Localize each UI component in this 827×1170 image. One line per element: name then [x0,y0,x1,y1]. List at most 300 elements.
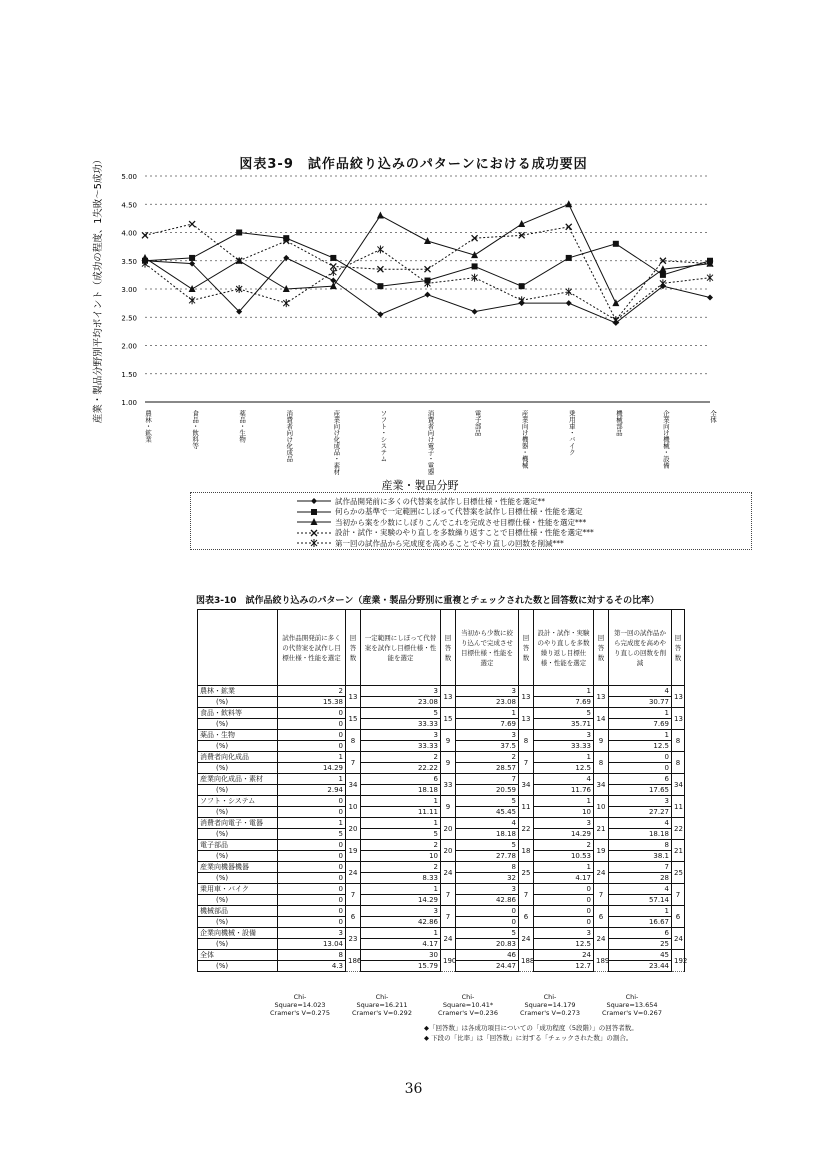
percent-cell: 35.71 [534,719,594,730]
data-point [424,237,431,244]
percent-cell: 4.17 [534,873,594,884]
count-cell: 5 [456,840,519,851]
percent-cell: 25 [609,939,672,950]
respondents-cell: 18 [519,840,534,862]
count-cell: 1 [456,708,519,719]
count-cell: 1 [361,818,441,829]
data-point [236,230,242,236]
legend-swatch [297,497,331,505]
row-label: (%) [198,873,278,884]
respondents-cell: 190 [441,950,456,972]
row-label: (%) [198,917,278,928]
count-cell: 1 [534,796,594,807]
x-tick-label: 企業向け機械・設備 [661,410,670,469]
respondents-cell: 8 [672,730,685,752]
respondents-cell: 8 [594,752,609,774]
count-cell: 3 [534,730,594,741]
row-label: (%) [198,719,278,730]
percent-cell: 12.7 [534,961,594,972]
table-row [198,840,685,851]
y-tick-label: 1.50 [121,370,137,379]
legend-label: 設計・試作・実験のやり直しを多数繰り返すことで目標仕様・性能を選定*** [335,528,594,537]
respondents-cell: 6 [346,906,361,928]
percent-cell: 11.76 [534,785,594,796]
row-label: (%) [198,785,278,796]
y-tick-label: 1.00 [121,399,137,407]
legend-swatch [297,529,331,537]
count-cell: 1 [361,796,441,807]
row-label: (%) [198,829,278,840]
data-point [189,255,195,261]
respondents-cell: 25 [519,862,534,884]
row-label: 産業向機器機器 [198,862,278,873]
respondents-cell: 22 [672,818,685,840]
x-tick-label: 電子部品 [473,410,482,436]
x-tick-label: 農林・鉱業 [144,410,152,443]
respondents-cell: 6 [519,906,534,928]
row-label: (%) [198,851,278,862]
y-tick-label: 3.00 [121,286,137,294]
stat-block: Chi-Square=14.023 Cramer's V=0.275 [270,993,330,1017]
data-point [707,294,713,300]
count-cell: 0 [278,730,346,741]
x-tick-label: 薬品・生物 [238,410,247,443]
count-cell: 1 [534,686,594,697]
percent-cell: 23.08 [456,697,519,708]
column-header: 回答数 [519,610,534,686]
respondents-cell: 13 [594,686,609,708]
count-cell: 3 [534,928,594,939]
respondents-cell: 7 [519,884,534,906]
count-cell: 2 [361,862,441,873]
percent-cell: 11.11 [361,807,441,818]
legend-marker [311,509,317,515]
legend-label: 何らかの基準で一定範囲にしぼって代替案を試作し目標仕様・性能を選定 [335,507,583,516]
count-cell: 5 [361,708,441,719]
data-point [613,316,619,324]
table-row [198,730,685,741]
percent-cell: 27.27 [609,807,672,818]
percent-cell: 8.33 [361,873,441,884]
count-cell: 1 [278,752,346,763]
column-header: 第一回の試作品から完成度を高めやり直しの回数を削減 [609,610,672,686]
respondents-cell: 21 [594,818,609,840]
count-cell: 1 [609,730,672,741]
series-line [145,258,710,323]
percent-cell: 2.94 [278,785,346,796]
percent-cell: 20.59 [456,785,519,796]
data-point [142,232,148,238]
table-row [198,862,685,873]
count-cell: 7 [609,862,672,873]
page-number: 36 [404,1081,423,1097]
percent-cell: 45.45 [456,807,519,818]
count-cell: 0 [456,906,519,917]
x-tick-label: 産業向け機器・機械 [520,410,529,469]
legend-item [297,517,586,527]
count-cell: 30 [361,950,441,961]
count-cell: 1 [609,906,672,917]
column-header: 試作品開発前に多くの代替案を試作し目標仕様・性能を選定 [278,610,346,686]
percent-cell: 0 [278,807,346,818]
count-cell: 6 [609,774,672,785]
percent-cell: 5 [278,829,346,840]
count-cell: 3 [534,818,594,829]
percent-cell: 5 [361,829,441,840]
count-cell: 0 [278,862,346,873]
respondents-cell: 9 [441,796,456,818]
respondents-cell: 7 [346,884,361,906]
count-cell: 0 [534,884,594,895]
row-label: (%) [198,741,278,752]
y-tick-label: 2.00 [121,342,137,351]
table-row [198,950,685,961]
percent-cell: 33.33 [361,741,441,752]
row-label: (%) [198,939,278,950]
count-cell: 46 [456,950,519,961]
percent-cell: 15.79 [361,961,441,972]
y-tick-label: 5.00 [121,173,137,181]
respondents-cell: 14 [594,708,609,730]
percent-cell: 0 [456,917,519,928]
respondents-cell: 24 [594,862,609,884]
table-row [198,752,685,763]
respondents-cell: 25 [672,862,685,884]
legend-swatch [297,518,331,526]
percent-cell: 10 [534,807,594,818]
table-row [198,928,685,939]
percent-cell: 42.86 [361,917,441,928]
data-point [472,263,478,269]
data-point [377,283,383,289]
percent-cell: 33.33 [361,719,441,730]
line-chart [0,0,827,490]
count-cell: 1 [534,862,594,873]
count-cell: 2 [456,752,519,763]
data-point [566,300,572,306]
row-label: 企業向機械・設備 [198,928,278,939]
data-point [612,299,619,306]
series-1 [142,255,713,326]
respondents-cell: 21 [672,840,685,862]
column-header: 当初から少数に絞り込んで完成させ目標仕様・性能を選定 [456,610,519,686]
row-label: (%) [198,895,278,906]
row-label: 消費者向電子・電器 [198,818,278,829]
x-tick-label: 消費者向け電子・電器 [426,410,435,475]
row-label: 薬品・生物 [198,730,278,741]
count-cell: 4 [609,818,672,829]
count-cell: 8 [609,840,672,851]
x-tick-label: 機械部品 [614,410,623,436]
legend-marker [311,498,317,504]
percent-cell: 14.29 [361,895,441,906]
legend-label: 第一回の試作品から完成度を高めることでやり直しの回数を削減*** [335,538,564,548]
count-cell: 0 [278,884,346,895]
count-cell: 7 [456,774,519,785]
percent-cell: 12.5 [534,763,594,774]
column-header: 回答数 [346,610,361,686]
respondents-cell: 33 [441,774,456,796]
respondents-cell: 7 [441,906,456,928]
count-cell: 2 [534,840,594,851]
respondents-cell: 34 [519,774,534,796]
percent-cell: 23.08 [361,697,441,708]
note-line: ◆ 下段の「比率」は「回答数」に対する「チェックされた数」の割合。 [424,1034,633,1042]
respondents-cell: 10 [346,796,361,818]
count-cell: 0 [534,906,594,917]
respondents-cell: 13 [672,708,685,730]
percent-cell: 12.5 [609,741,672,752]
x-tick-label: 食品・飲料等 [191,410,200,449]
x-tick-label: 産業向け化成品・素材 [332,410,341,475]
count-cell: 5 [534,708,594,719]
row-label: 乗用車・バイク [198,884,278,895]
respondents-cell: 6 [672,906,685,928]
data-point [330,255,336,261]
percent-cell: 18.18 [609,829,672,840]
percent-cell: 20.83 [456,939,519,950]
respondents-cell: 7 [346,752,361,774]
count-cell: 3 [609,796,672,807]
chart-title: 図表3-9 試作品絞り込みのパターンにおける成功要因 [239,157,588,172]
respondents-cell: 189 [594,950,609,972]
data-point [566,255,572,261]
count-cell: 1 [534,752,594,763]
respondents-cell: 7 [441,884,456,906]
respondents-cell: 24 [594,928,609,950]
series-5 [142,245,713,324]
percent-cell: 0 [278,851,346,862]
respondents-cell: 34 [672,774,685,796]
count-cell: 3 [361,730,441,741]
data-point [613,241,619,247]
legend-label: 当初から案を少数にしぼりこんでこれを完成させ目標仕様・性能を選定*** [335,517,587,527]
count-cell: 3 [456,686,519,697]
count-cell: 3 [361,686,441,697]
table-row [198,906,685,917]
data-point [377,212,384,219]
data-point [519,283,525,289]
series-3 [142,200,714,306]
percent-cell: 16.67 [609,917,672,928]
row-label: (%) [198,697,278,708]
respondents-cell: 7 [672,884,685,906]
respondents-cell: 20 [346,818,361,840]
y-tick-label: 2.50 [121,314,137,323]
count-cell: 8 [456,862,519,873]
count-cell: 2 [278,686,346,697]
respondents-cell: 24 [441,862,456,884]
percent-cell: 14.29 [534,829,594,840]
respondents-cell: 20 [441,818,456,840]
respondents-cell: 9 [441,730,456,752]
stat-block: Chi-Square=14.179 Cramer's V=0.273 [520,993,580,1017]
respondents-cell: 9 [441,752,456,774]
percent-cell: 42.86 [456,895,519,906]
series-4 [142,221,713,323]
respondents-cell: 15 [346,708,361,730]
x-tick-label: 消費者向け化成品 [285,410,294,462]
respondents-cell: 192 [672,950,685,972]
count-cell: 0 [278,796,346,807]
respondents-cell: 8 [346,730,361,752]
respondents-cell: 8 [672,752,685,774]
percent-cell: 28 [609,873,672,884]
x-tick-label: 全体 [709,410,717,423]
data-point [189,285,196,292]
percent-cell: 23.44 [609,961,672,972]
percent-cell: 28.57 [456,763,519,774]
respondents-cell: 22 [519,818,534,840]
respondents-cell: 13 [346,686,361,708]
respondents-cell: 15 [441,708,456,730]
stat-block: Chi-Square=16.211 Cramer's V=0.292 [352,993,412,1017]
percent-cell: 57.14 [609,895,672,906]
percent-cell: 30.77 [609,697,672,708]
legend-item [297,496,545,506]
respondents-cell: 11 [672,796,685,818]
count-cell: 3 [456,884,519,895]
table-row [198,774,685,785]
respondents-cell: 34 [594,774,609,796]
legend-item [297,528,594,538]
count-cell: 3 [278,928,346,939]
data-point [330,268,336,276]
percent-cell: 38.1 [609,851,672,862]
count-cell: 6 [361,774,441,785]
percent-cell: 0 [278,873,346,884]
percent-cell: 7.69 [456,719,519,730]
legend-item [297,538,564,548]
header-corner [198,610,278,686]
percent-cell: 18.18 [361,785,441,796]
count-cell: 1 [609,708,672,719]
respondents-cell: 23 [346,928,361,950]
respondents-cell: 19 [346,840,361,862]
y-tick-label: 4.00 [121,229,137,238]
percent-cell: 10 [361,851,441,862]
table-row [198,686,685,697]
count-cell: 24 [534,950,594,961]
column-header: 回答数 [441,610,456,686]
data-point [425,292,431,298]
respondents-cell: 24 [672,928,685,950]
respondents-cell: 19 [594,840,609,862]
count-cell: 5 [456,796,519,807]
count-cell: 2 [361,840,441,851]
column-header: 設計・試作・実験のやり直しを多数繰り返し目標仕様・性能を選定 [534,610,594,686]
count-cell: 45 [609,950,672,961]
percent-cell: 27.78 [456,851,519,862]
percent-cell: 33.33 [534,741,594,752]
percent-cell: 22.22 [361,763,441,774]
percent-cell: 14.29 [278,763,346,774]
percent-cell: 4.17 [361,939,441,950]
legend-marker [311,539,317,547]
count-cell: 1 [278,774,346,785]
percent-cell: 12.5 [534,939,594,950]
percent-cell: 0 [278,917,346,928]
count-cell: 6 [609,928,672,939]
legend-swatch [297,539,331,547]
percent-cell: 7.69 [534,697,594,708]
data-point [565,200,572,207]
chart-legend [190,492,752,550]
respondents-cell: 186 [346,950,361,972]
percent-cell: 18.18 [456,829,519,840]
row-label: 全体 [198,950,278,961]
y-tick-label: 3.50 [121,257,137,266]
count-cell: 4 [609,686,672,697]
column-header: 一定範囲にしぼって代替案を試作し目標仕様・性能を選定 [361,610,441,686]
respondents-cell: 10 [594,796,609,818]
table-title: 図表3-10 試作品絞り込みのパターン（産業・製品分野別に重複とチェックされた数と回答数に対するその比率） [196,596,660,606]
percent-cell: 17.65 [609,785,672,796]
stat-block: Chi-Square=13.654 Cramer's V=0.267 [602,993,662,1017]
column-header: 回答数 [672,610,685,686]
count-cell: 3 [361,906,441,917]
column-header: 回答数 [594,610,609,686]
row-label: 産業向化成品・素材 [198,774,278,785]
table-row [198,818,685,829]
respondents-cell: 24 [441,928,456,950]
count-cell: 0 [278,708,346,719]
count-cell: 1 [361,928,441,939]
percent-cell: 0 [534,917,594,928]
percent-cell: 7.69 [609,719,672,730]
row-label: ソフト・システム [198,796,278,807]
y-axis-label: 産業・製品分野別平均ポイント（成功の程度、1失敗〜5成功） [93,154,104,424]
respondents-cell: 13 [441,686,456,708]
count-cell: 4 [534,774,594,785]
count-cell: 5 [456,928,519,939]
respondents-cell: 7 [594,884,609,906]
row-label: 食品・飲料等 [198,708,278,719]
y-tick-label: 4.50 [121,201,137,210]
row-label: (%) [198,763,278,774]
row-label: 機械部品 [198,906,278,917]
respondents-cell: 34 [346,774,361,796]
respondents-cell: 188 [519,950,534,972]
count-cell: 2 [361,752,441,763]
x-tick-label: 乗用車・バイク [567,410,576,456]
percent-cell: 0 [609,763,672,774]
percent-cell: 0 [278,741,346,752]
respondents-cell: 13 [519,708,534,730]
respondents-cell: 11 [519,796,534,818]
count-cell: 0 [278,906,346,917]
percent-cell: 13.04 [278,939,346,950]
row-label: 電子部品 [198,840,278,851]
respondents-cell: 7 [519,752,534,774]
percent-cell: 10.53 [534,851,594,862]
count-cell: 8 [278,950,346,961]
percent-cell: 0 [278,719,346,730]
row-label: 農林・鉱業 [198,686,278,697]
table-notes [424,1023,638,1043]
data-point [660,272,666,278]
respondents-cell: 9 [594,730,609,752]
x-axis-label: 産業・製品分野 [381,479,459,492]
count-cell: 3 [456,730,519,741]
count-cell: 1 [361,884,441,895]
legend-label: 試作品開発前に多くの代替案を試作し目標仕様・性能を選定** [335,496,545,506]
count-cell: 4 [456,818,519,829]
x-tick-label: ソフト・システム [379,410,388,462]
data-point [189,221,195,227]
note-line: ◆「回答数」は各成功項目についての「成功程度（5段階）」の回答者数。 [424,1024,638,1032]
respondents-cell: 8 [519,730,534,752]
